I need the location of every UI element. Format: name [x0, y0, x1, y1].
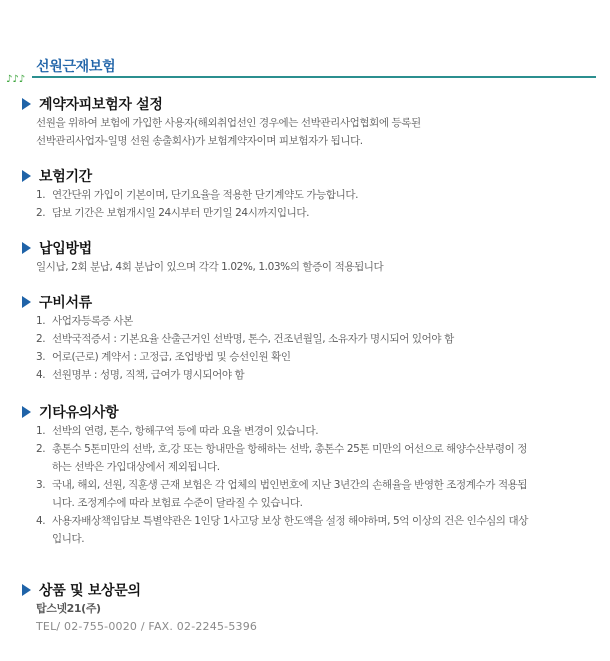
section-contract-parties [22, 94, 592, 150]
list-item: 4. 선원명부 : 성명, 직책, 급여가 명시되어야 함 [36, 369, 245, 381]
list-item: 2. 총톤수 5톤미만의 선박, 호,강 또는 항내만을 항해하는 선박, 총톤수 25톤 미만의 어선으로 해양수산부령이 정하는 선박은 가입대상에서 제외됩니다. [36, 443, 528, 473]
section-heading: 납입방법 [39, 241, 92, 257]
section-heading: 구비서류 [39, 295, 92, 311]
section-contact [22, 580, 592, 636]
music-notes-icon [6, 74, 25, 84]
section-insurance-period [22, 166, 592, 222]
triangle-bullet-icon [22, 170, 31, 182]
body-line: 선박관리사업자-일명 선원 송출회사)가 보험계약자이며 피보험자가 됩니다. [36, 135, 363, 147]
page-title: 선원근재보험 [36, 59, 116, 75]
section-payment-method [22, 238, 592, 276]
section-required-documents [22, 292, 592, 384]
triangle-bullet-icon [22, 98, 31, 110]
list-item: 3. 국내, 해외, 선원, 직훈생 근재 보험은 각 업체의 법인번호에 지난 3년간의 손해율을 반영한 조정계수가 적용됩니다. 조정계수에 따라 보험료 수준이 달라질 수 있습니다. [36, 479, 528, 509]
list-item: 1. 사업자등록증 사본 [36, 315, 133, 327]
list-item: 1. 연간단위 가입이 기본이며, 단기요율을 적용한 단기계약도 가능합니다. [36, 189, 359, 201]
contact-numbers: TEL/ 02-755-0020 / FAX. 02-2245-5396 [36, 620, 258, 633]
triangle-bullet-icon [22, 584, 31, 596]
company-name: 탑스넷21(주) [36, 602, 101, 615]
section-heading: 계약자피보험자 설정 [39, 97, 163, 113]
svg-text:♪♪♪: ♪♪♪ [6, 74, 26, 84]
title-underline [6, 72, 596, 84]
triangle-bullet-icon [22, 242, 31, 254]
body-line: 선원을 위하여 보험에 가입한 사용자(해외취업선인 경우에는 선박관리사업협회에 등록된 [36, 117, 421, 129]
section-heading: 상품 및 보상문의 [39, 583, 141, 599]
list-item: 1. 선박의 연령, 톤수, 항해구역 등에 따라 요율 변경이 있습니다. [36, 425, 319, 437]
section-other-notes [22, 402, 592, 548]
section-heading: 기타유의사항 [39, 405, 119, 421]
list-item: 2. 선박국적증서 : 기본요율 산출근거인 선박명, 톤수, 건조년월일, 소유자가 명시되어 있어야 함 [36, 333, 454, 345]
body-line: 일시납, 2회 분납, 4회 분납이 있으며 각각 1.02%, 1.03%의 할증이 적용됩니다 [36, 261, 384, 273]
triangle-bullet-icon [22, 296, 31, 308]
list-item: 2. 담보 기간은 보험개시일 24시부터 만기일 24시까지입니다. [36, 207, 310, 219]
section-heading: 보험기간 [39, 169, 92, 185]
list-item: 4. 사용자배상책임담보 특별약관은 1인당 1사고당 보상 한도액을 설정 해야하며, 5억 이상의 건은 인수심의 대상입니다. [36, 515, 528, 545]
list-item: 3. 어로(근로) 계약서 : 고정급, 조업방법 및 승선인원 확인 [36, 351, 291, 363]
triangle-bullet-icon [22, 406, 31, 418]
